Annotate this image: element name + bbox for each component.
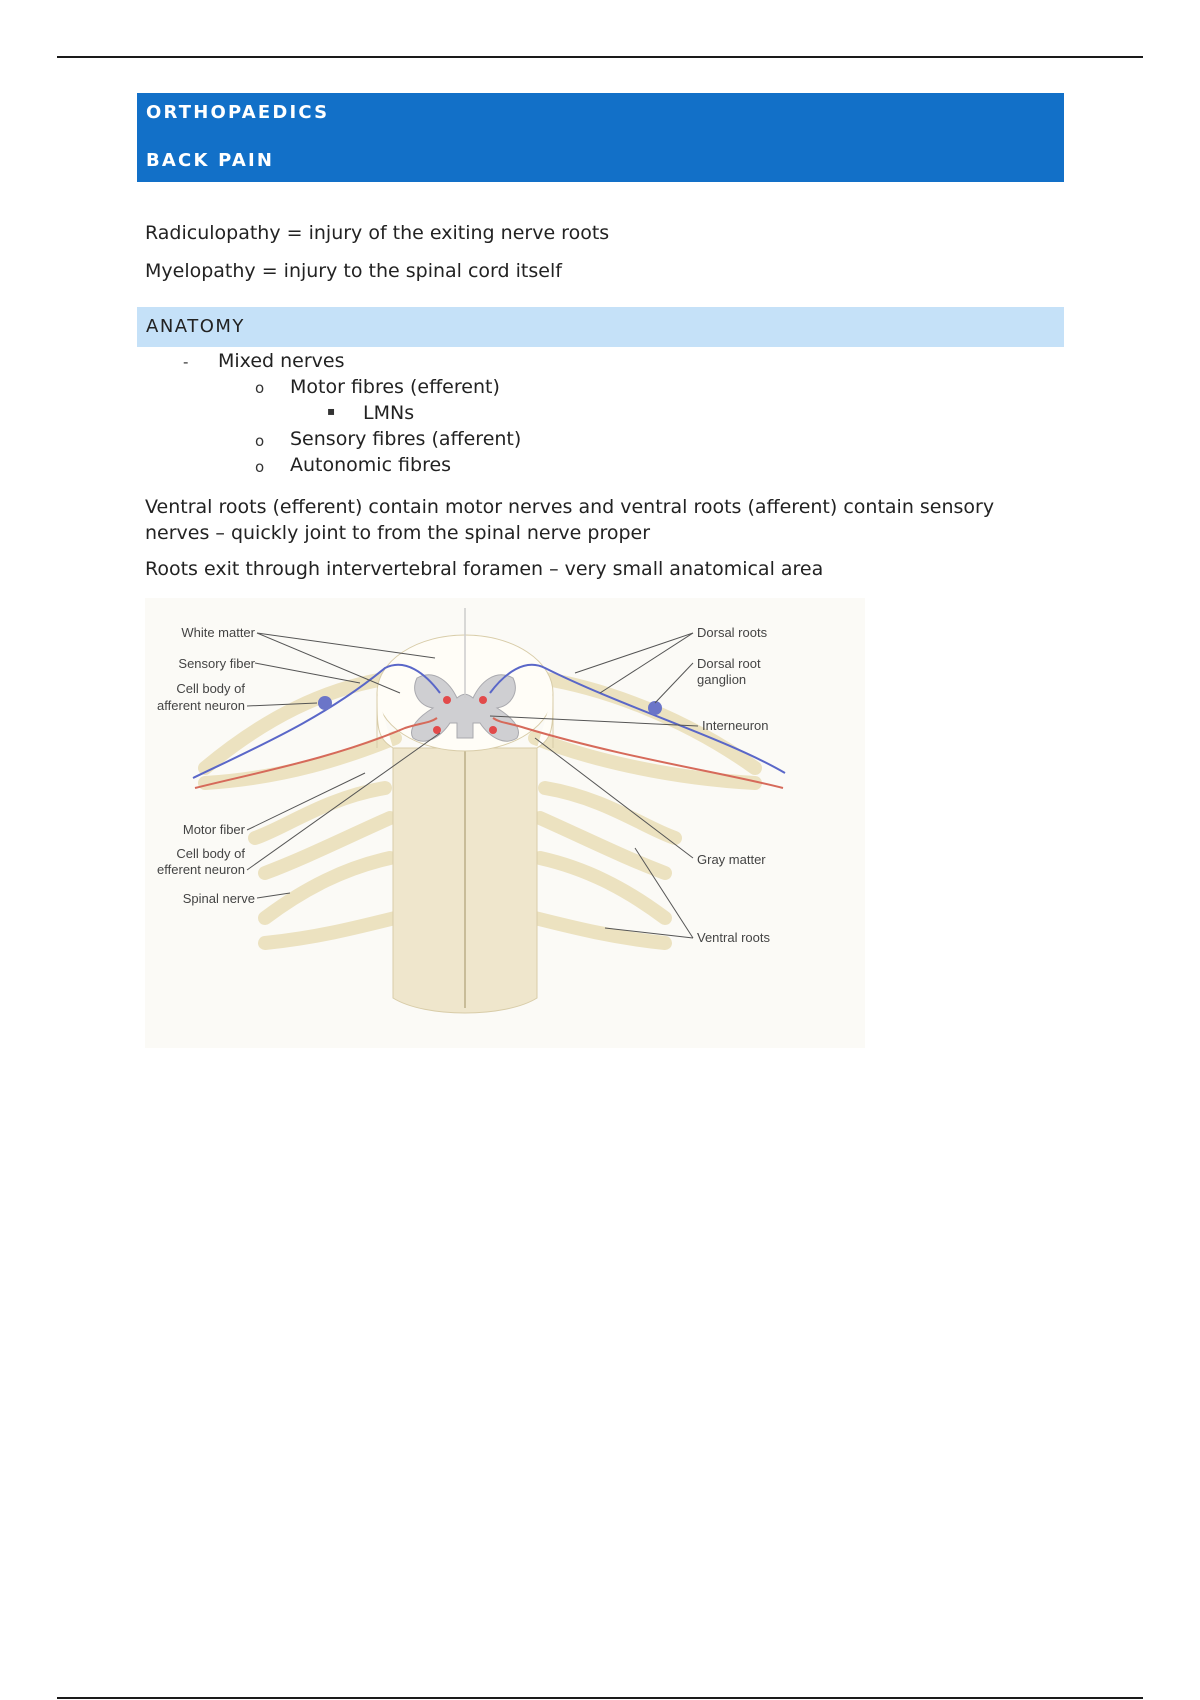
circle-bullet: o — [255, 432, 265, 450]
list-item-motor-fibres: Motor fibres (efferent) — [290, 376, 500, 398]
label-gray-matter: Gray matter — [697, 852, 766, 867]
label-cell-body-afferent-1: Cell body of — [176, 681, 245, 696]
label-cell-body-efferent-2: efferent neuron — [157, 862, 245, 877]
label-sensory-fiber: Sensory fiber — [178, 656, 255, 671]
list-item-lmns: LMNs — [363, 402, 415, 424]
myelopathy-definition: Myelopathy = injury to the spinal cord itself — [145, 260, 562, 282]
label-drg-1: Dorsal root — [697, 656, 761, 671]
page-subtitle: BACK PAIN — [146, 150, 275, 171]
label-motor-fiber: Motor fiber — [182, 822, 245, 837]
circle-bullet: o — [255, 458, 265, 476]
label-white-matter: White matter — [181, 625, 255, 640]
page-title: ORTHOPAEDICS — [146, 102, 330, 123]
label-ventral-roots: Ventral roots — [697, 930, 770, 945]
label-spinal-nerve: Spinal nerve — [182, 891, 255, 906]
dash-bullet: - — [183, 353, 189, 371]
circle-bullet: o — [255, 379, 265, 397]
anatomy-heading-text: ANATOMY — [146, 316, 245, 337]
list-item-autonomic-fibres: Autonomic fibres — [290, 454, 452, 476]
roots-exit-paragraph: Roots exit through intervertebral foramen – very small anatomical area — [145, 558, 824, 580]
list-item-sensory-fibres: Sensory fibres (afferent) — [290, 428, 522, 450]
square-bullet: ▪ — [327, 404, 336, 418]
anatomy-section-heading — [137, 307, 1064, 347]
label-cell-body-afferent-2: afferent neuron — [157, 698, 245, 713]
top-rule — [57, 56, 1143, 58]
ventral-roots-paragraph: Ventral roots (efferent) contain motor nerves and ventral roots (afferent) contain sensory nerves – quickly joint to from the spinal nerve proper — [145, 496, 995, 544]
list-item-mixed-nerves: Mixed nerves — [218, 350, 345, 372]
title-block — [137, 93, 1064, 182]
label-dorsal-roots: Dorsal roots — [697, 625, 768, 640]
spinal-cord-diagram — [145, 598, 865, 1048]
bottom-rule — [57, 1697, 1143, 1699]
label-drg-2: ganglion — [697, 672, 747, 687]
label-cell-body-efferent-1: Cell body of — [176, 846, 245, 861]
label-interneuron: Interneuron — [702, 718, 769, 733]
afferent-cell-body-right — [648, 701, 662, 715]
spinal-cord — [377, 608, 553, 1013]
radiculopathy-definition: Radiculopathy = injury of the exiting nerve roots — [145, 222, 610, 244]
afferent-cell-body — [318, 696, 332, 710]
